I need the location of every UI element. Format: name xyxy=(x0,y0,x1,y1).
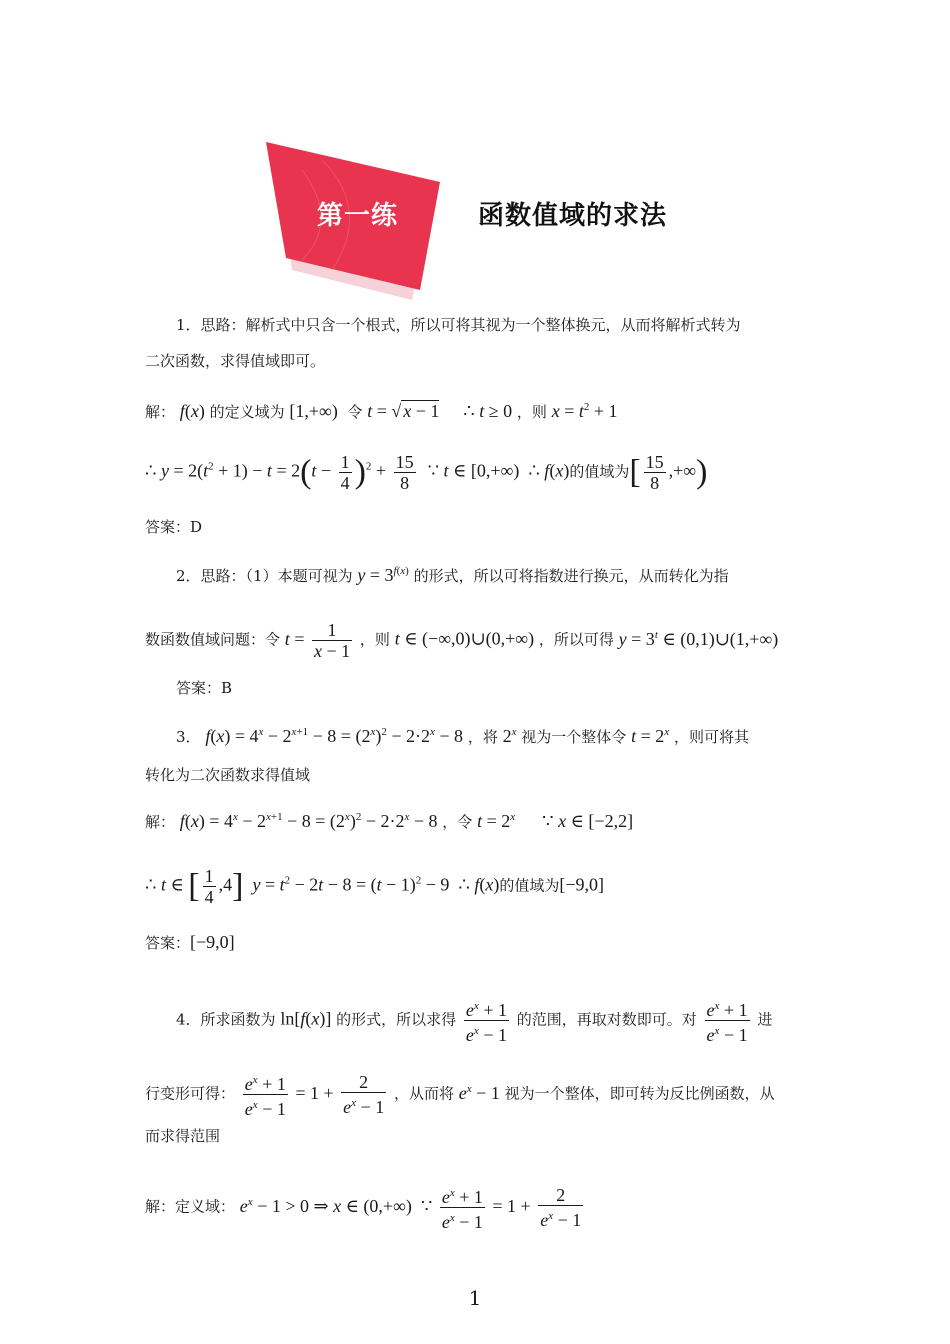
p2-idea-suffix: 的形式，所以可将指数进行换元，从而转化为指 xyxy=(413,567,729,585)
p1-math-sub: t = √ x − 1 xyxy=(367,401,440,421)
p1-math-xt: $x = t^2 + 1$ xyxy=(551,401,618,421)
p2-line2-then: ，则 xyxy=(359,630,390,649)
p4-line3: 而求得范围 xyxy=(145,1127,221,1145)
p4-math-frac2: $\frac{e^x + 1}{e^x - 1}$ xyxy=(702,1009,753,1029)
p4-math-ex1: $e^x - 1$ xyxy=(458,1082,500,1103)
p4-tail: 进 xyxy=(757,1010,773,1029)
p3-math-2x: 2$^x$ xyxy=(502,726,517,746)
p3-math-sol: $f(x) = 4^x - 2^{x+1} - 8 = (2^x)^2 - 2\cdot 2^x - 8$ xyxy=(179,811,438,831)
p3-line2: 转化为二次函数求得值域 xyxy=(145,766,311,784)
p1-range-text: 的值域为 xyxy=(569,462,630,481)
p1-solution-line xyxy=(145,396,618,423)
p3-sol-label: 解： xyxy=(145,813,176,831)
p2-math-form: $y = 3^{f(x)}$ xyxy=(357,565,409,585)
p3-mid2: 视为一个整体令 xyxy=(521,728,627,746)
p4-math-ln: ln[f(x)] xyxy=(280,1008,332,1029)
p2-math-yrange: $y = 3^t$ ∈ (0,1)∪(1,+∞) xyxy=(618,628,779,649)
p3-math-answer: [−9,0] xyxy=(190,932,235,952)
p3-line1 xyxy=(176,721,749,748)
p3-answer-label: 答案： xyxy=(145,934,191,952)
p4-line1 xyxy=(176,996,772,1045)
p4-mid2: 的范围，再取对数即可。对 xyxy=(516,1010,697,1029)
p1-answer: 答案：D xyxy=(145,518,203,536)
p4-line2-prefix: 行变形可得： xyxy=(145,1084,236,1103)
p2-math-sub: t = $\frac{1}{x - 1}$ xyxy=(284,620,351,661)
p4-math-transform: $\frac{e^x + 1}{e^x - 1}$ = 1 + $\frac{2}{e^x - 1}$ xyxy=(244,1072,385,1119)
p3-derivation-line: ∴ t ∈ [ $\frac{1}{4}$ ,4] $y = t^2 - 2t - 8 = (t - 1)^2 - 9$ ∴ f(x)的值域为[−9,0] xyxy=(145,866,605,907)
p1-sol-label: 解： xyxy=(145,403,176,421)
p2-idea-prefix: 2．思路：（1）本题可视为 xyxy=(176,567,353,585)
p3-sol-let: ，令 xyxy=(442,813,473,831)
p4-sol-label: 解：定义域： xyxy=(145,1197,236,1216)
p1-then: ，则 xyxy=(516,403,547,421)
p3-solution-line xyxy=(145,806,633,833)
p1-math-fx: f(x) xyxy=(179,401,205,421)
p4-line2-suffix2: 视为一个整体，即可转为反比例函数，从 xyxy=(504,1084,775,1103)
p3-math-sol-sub: $t = 2^x$ ∵ x ∈ [−2,2] xyxy=(477,811,634,831)
p1-math-tge0: ∴ t ≥ 0 xyxy=(463,401,513,421)
p2-answer: 答案：B xyxy=(176,679,233,697)
p3-math-expand: $f(x) = 4^x - 2^{x+1} - 8 = (2^x)^2 - 2\cdot 2^x - 8$ xyxy=(205,726,464,746)
p1-domain-text: 的定义域为 xyxy=(209,403,285,421)
p1-derivation-line: ∴ $y = 2(t^2 + 1) - t = 2(t$ − $\frac{1}{4}$ )$^2$ + $\frac{15}{8}$ ∵ t ∈ [0,+∞) ∴ f(x)的值域为[ $\frac{15}{8}$ ,+∞) xyxy=(145,452,708,493)
chapter-title: 函数值域的求法 xyxy=(478,201,668,231)
p2-idea-line1 xyxy=(176,560,729,587)
p2-idea-line2 xyxy=(145,620,778,661)
p3-range-text: 的值域为 xyxy=(499,876,560,895)
p2-line2-prefix: 数函数值域问题：令 xyxy=(145,630,281,649)
p4-prefix: 4．所求函数为 xyxy=(176,1010,276,1029)
p2-line2-sofar: ，所以可得 xyxy=(538,630,614,649)
p3-mid1: ，将 xyxy=(467,728,498,746)
p3-math-t2x: $t = 2^x$ xyxy=(631,726,670,746)
p4-mid: 的形式，所以求得 xyxy=(336,1010,457,1029)
p4-math-domain: $e^x - 1 > 0$ ⇒ x ∈ (0,+∞) ∵ $\frac{e^x + 1}{e^x - 1}$ = 1 + $\frac{2}{e^x - 1}$ xyxy=(239,1185,582,1232)
p1-math-domain: [1,+∞) xyxy=(289,401,338,421)
p4-solution-line xyxy=(145,1183,586,1232)
p3-num: 3． xyxy=(176,728,201,746)
p4-line2 xyxy=(145,1070,775,1119)
page-number: 1 xyxy=(468,1286,482,1310)
chapter-badge-label: 第一练 xyxy=(317,201,399,231)
p4-line2-suffix: ，从而将 xyxy=(393,1084,454,1103)
p3-answer-line xyxy=(145,931,235,954)
p1-idea-line1: 1．思路：解析式中只含一个根式，所以可将其视为一个整体换元，从而将解析式转为 xyxy=(176,316,741,334)
p2-math-trange: t ∈ (−∞,0)∪(0,+∞) xyxy=(394,628,535,649)
p1-let: 令 xyxy=(347,403,363,421)
p3-tail: ，则可将其 xyxy=(673,728,749,746)
p4-math-frac1: $\frac{e^x + 1}{e^x - 1}$ xyxy=(461,1009,512,1029)
p1-idea-line2: 二次函数，求得值域即可。 xyxy=(145,352,326,370)
